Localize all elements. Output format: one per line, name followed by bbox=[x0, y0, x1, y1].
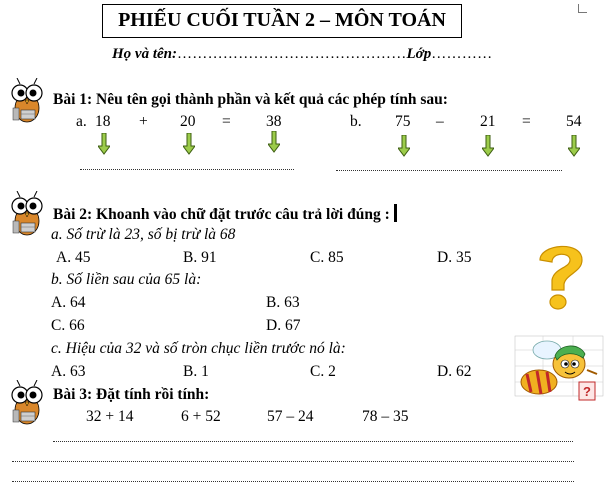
student-info-line: Họ và tên:………………………………………Lớp………… bbox=[112, 46, 493, 62]
bai1b-n1: 75 bbox=[395, 113, 411, 130]
bai2b-option-d[interactable]: D. 67 bbox=[266, 317, 301, 334]
bai1a-label: a. bbox=[76, 113, 87, 130]
bai1-heading: Bài 1: Nêu tên gọi thành phần và kết quả các phép tính sau: bbox=[53, 91, 448, 108]
page-title: PHIẾU CUỐI TUẦN 2 – MÔN TOÁN bbox=[102, 4, 462, 38]
bai2c-option-b[interactable]: B. 1 bbox=[183, 363, 209, 380]
bai2b-option-c[interactable]: C. 66 bbox=[51, 317, 85, 334]
bai2b-option-a[interactable]: A. 64 bbox=[51, 294, 86, 311]
question-mark-icon bbox=[530, 238, 592, 312]
bai1b-res: 54 bbox=[566, 113, 582, 130]
bai3-expr-3: 57 – 24 bbox=[267, 408, 314, 425]
answer-line[interactable] bbox=[80, 169, 294, 170]
bai1a-eq: = bbox=[222, 113, 231, 130]
green-down-arrow-icon bbox=[183, 133, 195, 155]
bai2c-option-c[interactable]: C. 2 bbox=[310, 363, 336, 380]
bai1b-eq: = bbox=[522, 113, 531, 130]
owl-mascot-icon bbox=[8, 78, 46, 124]
owl-mascot-icon bbox=[8, 191, 46, 237]
bai2a-option-a[interactable]: A. 45 bbox=[56, 249, 91, 266]
bai1a-op: + bbox=[139, 113, 148, 130]
name-field[interactable]: …………………………………… bbox=[177, 46, 392, 62]
bai2a-question: a. Số trừ là 23, số bị trừ là 68 bbox=[51, 226, 236, 243]
name-label: Họ và tên: bbox=[112, 46, 177, 62]
answer-line[interactable] bbox=[53, 441, 573, 442]
bai1b-label: b. bbox=[350, 113, 362, 130]
bai1a-n1: 18 bbox=[95, 113, 111, 130]
answer-line[interactable] bbox=[12, 481, 574, 482]
bai1a-n2: 20 bbox=[180, 113, 196, 130]
svg-text:?: ? bbox=[583, 384, 591, 399]
text-cursor bbox=[394, 204, 397, 222]
bai2c-question: c. Hiệu của 32 và số tròn chục liền trước nó là: bbox=[51, 340, 346, 357]
bai3-expr-2: 6 + 52 bbox=[181, 408, 221, 425]
corner-mark bbox=[578, 4, 587, 13]
green-down-arrow-icon bbox=[268, 131, 280, 153]
bai2a-option-d[interactable]: D. 35 bbox=[437, 249, 472, 266]
bai3-expr-1: 32 + 14 bbox=[86, 408, 134, 425]
bee-mascot-icon bbox=[513, 330, 605, 410]
bai2c-option-a[interactable]: A. 63 bbox=[51, 363, 86, 380]
bai2b-question: b. Số liền sau của 65 là: bbox=[51, 271, 202, 288]
bai2c-option-d[interactable]: D. 62 bbox=[437, 363, 472, 380]
green-down-arrow-icon bbox=[482, 135, 494, 157]
bai1b-op: – bbox=[436, 113, 444, 130]
bai1a-res: 38 bbox=[266, 113, 282, 130]
bai2a-option-b[interactable]: B. 91 bbox=[183, 249, 217, 266]
bai2a-option-c[interactable]: C. 85 bbox=[310, 249, 344, 266]
bai3-expr-4: 78 – 35 bbox=[362, 408, 409, 425]
class-field[interactable]: ………… bbox=[431, 46, 493, 62]
bai1b-n2: 21 bbox=[480, 113, 496, 130]
green-down-arrow-icon bbox=[98, 133, 110, 155]
bai3-heading: Bài 3: Đặt tính rồi tính: bbox=[53, 386, 210, 403]
green-down-arrow-icon bbox=[398, 135, 410, 157]
green-down-arrow-icon bbox=[568, 135, 580, 157]
owl-mascot-icon bbox=[8, 380, 46, 426]
answer-line[interactable] bbox=[12, 461, 574, 462]
bai2-heading: Bài 2: Khoanh vào chữ đặt trước câu trả lời đúng : bbox=[53, 204, 397, 224]
bai2b-option-b[interactable]: B. 63 bbox=[266, 294, 300, 311]
class-label: Lớp bbox=[406, 46, 432, 62]
answer-line[interactable] bbox=[336, 170, 562, 171]
